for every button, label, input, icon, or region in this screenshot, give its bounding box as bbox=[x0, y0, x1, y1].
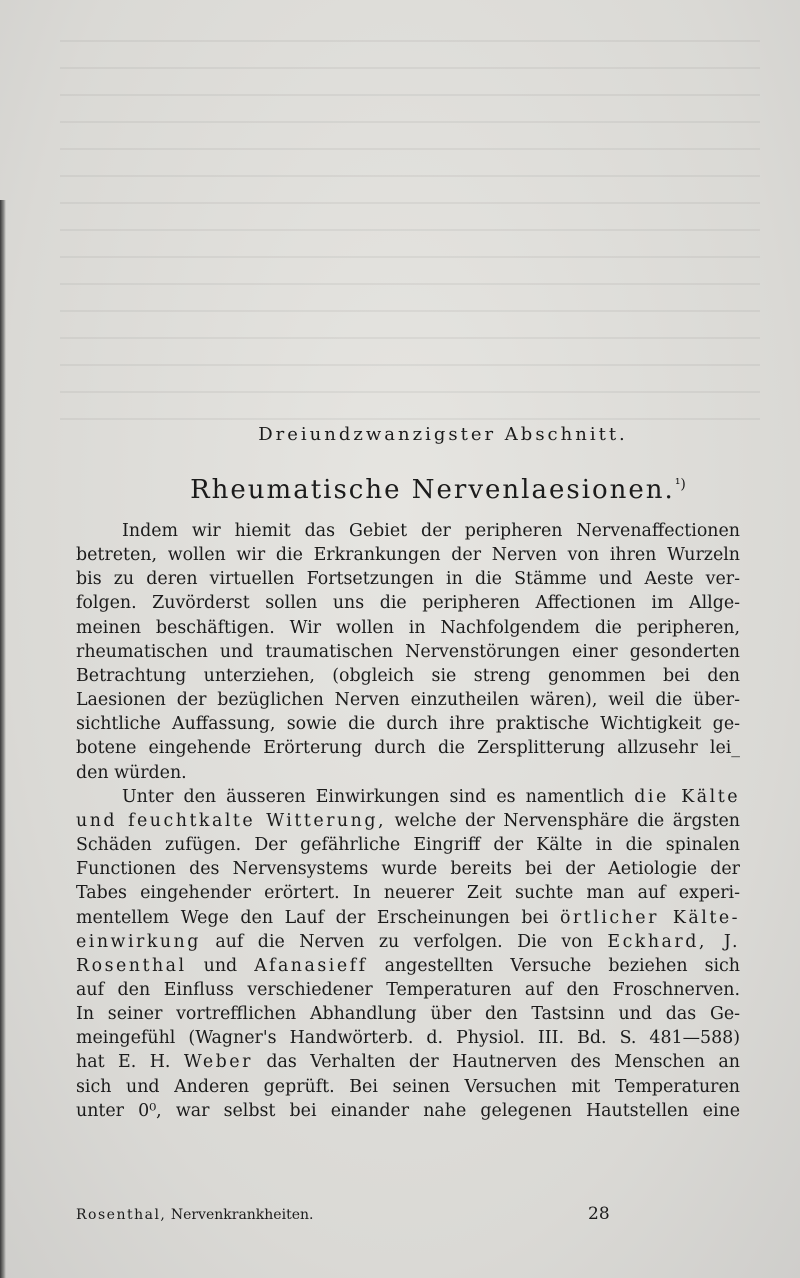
footer-author: Rosenthal, bbox=[76, 1207, 167, 1223]
page-footer bbox=[76, 1204, 740, 1224]
emphasis-text: die Kälte bbox=[634, 786, 740, 807]
text-line: Betrachtung unterziehen, (obgleich sie streng genommen bei den bbox=[76, 665, 740, 686]
text-line: In seiner vortrefflichen Abhandlung über den Tastsinn und das Ge- bbox=[76, 1004, 740, 1025]
text-line: bis zu deren virtuellen Fortsetzungen in die Stämme und Aeste ver- bbox=[76, 569, 740, 590]
text-line bbox=[76, 954, 740, 978]
author-name-eckhard: Eckhard, J. bbox=[607, 931, 740, 952]
text-run: mentellem Wege den Lauf der Erscheinungen bei bbox=[76, 907, 560, 928]
emphasis-text: einwirkung bbox=[76, 931, 201, 952]
text-line bbox=[76, 809, 740, 833]
text-line bbox=[76, 906, 740, 930]
text-line: Tabes eingehender erörtert. In neuerer Zeit suchte man auf experi- bbox=[76, 883, 740, 904]
book-spine-shadow bbox=[0, 200, 6, 1278]
text-line: Indem wir hiemit das Gebiet der peripheren Nervenaffectionen bbox=[122, 521, 740, 541]
text-line bbox=[76, 1050, 740, 1074]
text-run: auf die Nerven zu verfolgen. Die von bbox=[200, 931, 608, 952]
author-name-afanasieff: Afanasieff bbox=[254, 955, 368, 976]
text-run: Unter den äusseren Einwirkungen sind es namentlich bbox=[122, 786, 635, 807]
text-line: auf den Einfluss verschiedener Temperaturen auf den Froschnerven. bbox=[76, 979, 740, 1000]
paragraph-1 bbox=[76, 519, 740, 785]
text-line: unter 0⁰, war selbst bei einander nahe gelegenen Hautstellen eine bbox=[76, 1100, 740, 1121]
section-heading bbox=[76, 424, 740, 445]
text-line: meinen beschäftigen. Wir wollen in Nachfolgendem die peripheren, bbox=[76, 617, 740, 638]
author-name-rosenthal: Rosenthal bbox=[76, 955, 187, 976]
text-line: folgen. Zuvörderst sollen uns die peripheren Affectionen im Allge- bbox=[76, 593, 740, 614]
text-line: Functionen des Nervensystems wurde bereits bei der Aetiologie der bbox=[76, 859, 740, 880]
emphasis-text: örtlicher Kälte- bbox=[559, 907, 740, 928]
text-line: den würden. bbox=[76, 762, 187, 783]
bleed-through-text bbox=[60, 40, 760, 420]
text-line: Schäden zufügen. Der gefährliche Eingriff der Kälte in die spinalen bbox=[76, 835, 740, 856]
section-heading-text: Dreiundzwanzigster Abschnitt. bbox=[258, 424, 628, 445]
text-line bbox=[76, 930, 740, 954]
text-line: betreten, wollen wir die Erkrankungen der Nerven von ihren Wurzeln bbox=[76, 545, 740, 566]
text-line: botene eingehende Erörterung durch die Zersplitterung allzusehr lei_ bbox=[76, 738, 740, 759]
emphasis-text: und feuchtkalte Witterung, bbox=[76, 810, 386, 831]
paragraph-2 bbox=[76, 785, 740, 1123]
text-line: rheumatischen und traumatischen Nervenstörungen einer gesonderten bbox=[76, 641, 740, 662]
text-line: sich und Anderen geprüft. Bei seinen Versuchen mit Temperaturen bbox=[76, 1076, 740, 1097]
chapter-title bbox=[76, 475, 740, 505]
chapter-title-text: Rheumatische Nervenlaesionen. bbox=[190, 475, 675, 505]
footer-book-title: Nervenkrankheiten. bbox=[166, 1207, 314, 1223]
footnote-mark: ¹) bbox=[674, 476, 686, 493]
text-line: Laesionen der bezüglichen Nerven einzutheilen wären), weil die über- bbox=[76, 690, 740, 711]
page-content bbox=[76, 424, 740, 1123]
text-line bbox=[76, 785, 740, 809]
text-run: hat E. H. bbox=[76, 1052, 184, 1073]
author-name-weber: Weber bbox=[183, 1052, 253, 1073]
page-number: 28 bbox=[588, 1204, 610, 1224]
text-run: das Verhalten der Hautnerven des Menschen an bbox=[252, 1052, 740, 1073]
text-run: und bbox=[186, 955, 255, 976]
text-run: angestellten Versuche beziehen sich bbox=[367, 955, 741, 976]
text-line: sichtliche Auffassung, sowie die durch ihre praktische Wichtigkeit ge- bbox=[76, 714, 740, 735]
text-run: welche der Nervensphäre die ärgsten bbox=[386, 810, 740, 831]
text-line: meingefühl (Wagner's Handwörterb. d. Physiol. III. Bd. S. 481—588) bbox=[76, 1028, 740, 1049]
